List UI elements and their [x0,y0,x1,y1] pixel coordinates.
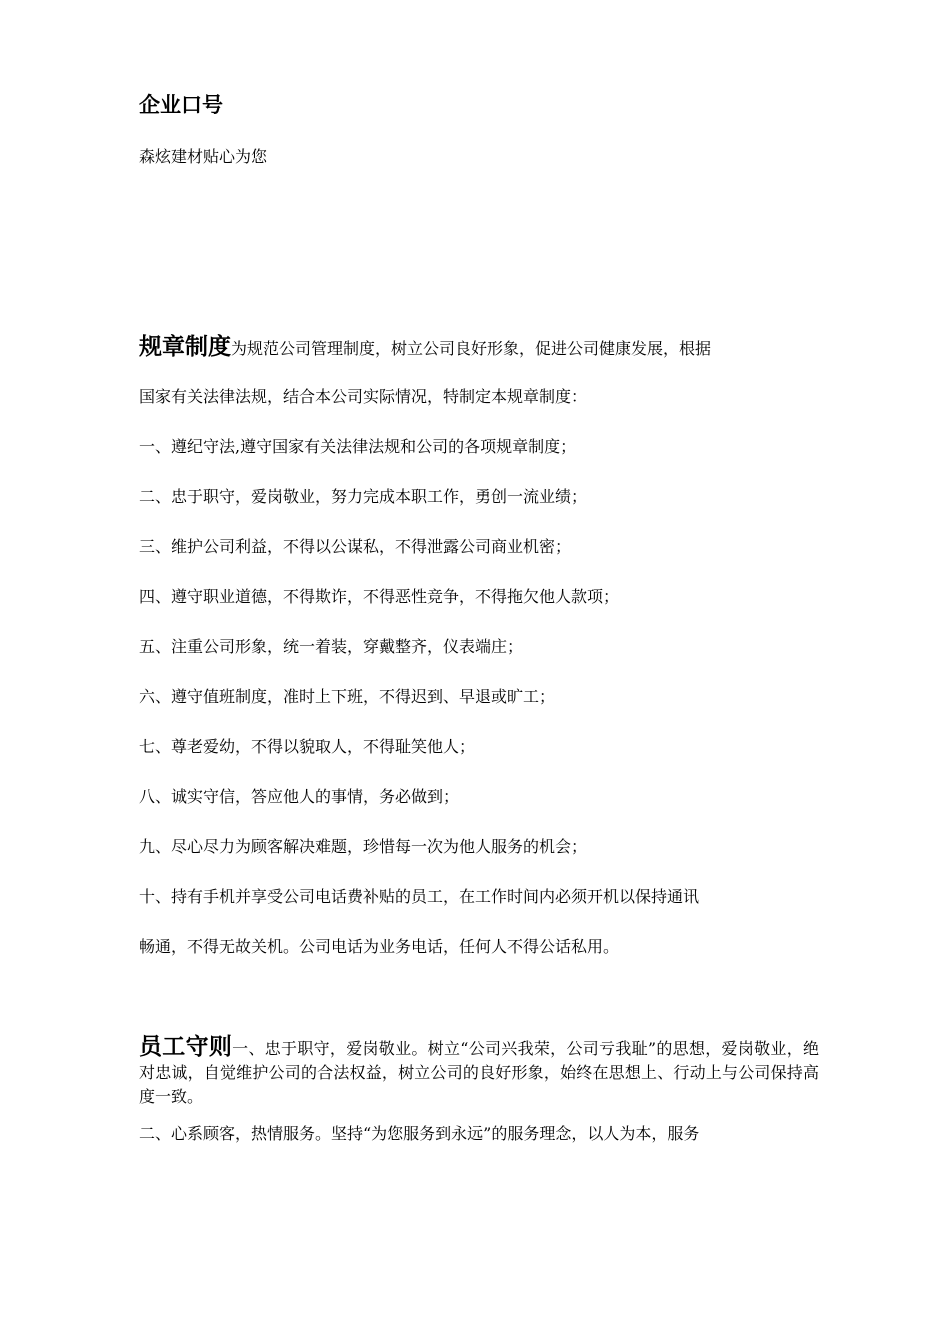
rule-item: 畅通，不得无故关机。公司电话为业务电话，任何人不得公话私用。 [139,937,620,956]
staff-heading: 员工守则 [139,1034,233,1060]
staff-paragraph-1 [139,1035,819,1109]
rule-item: 九、尽心尽力为顾客解决难题，珍惜每一次为他人服务的机会； [139,837,588,856]
rule-item: 四、遵守职业道德，不得欺诈，不得恶性竞争，不得拖欠他人款项； [139,587,620,606]
rule-item: 一、遵纪守法,遵守国家有关法律法规和公司的各项规章制度； [139,437,577,456]
rule-item: 八、诚实守信，答应他人的事情，务必做到； [139,787,460,806]
staff-paragraph-2: 二、心系顾客，热情服务。坚持“为您服务到永远”的服务理念，以人为本，服务 [139,1124,700,1143]
rules-heading: 规章制度 [139,334,231,360]
slogan-text: 森炫建材贴心为您 [139,147,268,166]
rules-intro-text: 为规范公司管理制度，树立公司良好形象，促进公司健康发展，根据 [231,339,712,358]
rule-item: 七、尊老爱幼，不得以貌取人，不得耻笑他人； [139,737,476,756]
rule-item: 三、维护公司利益，不得以公谋私，不得泄露公司商业机密； [139,537,572,556]
rule-item: 十、持有手机并享受公司电话费补贴的员工，在工作时间内必须开机以保持通讯 [139,887,700,906]
staff-paragraph-1-text: 一、忠于职守，爱岗敬业。树立“公司兴我荣，公司亏我耻”的思想，爱岗敬业，绝对忠诚，自觉维护公司的合法权益，树立公司的良好形象，始终在思想上、行动上与公司保持高度一致。 [139,1039,819,1106]
rules-intro-line-2: 国家有关法律法规，结合本公司实际情况，特制定本规章制度： [139,387,588,406]
rules-section [139,328,819,978]
rule-item: 六、遵守值班制度，准时上下班，不得迟到、早退或旷工； [139,687,556,706]
staff-section [139,1035,819,1146]
slogan-heading: 企业口号 [139,93,223,117]
rule-item: 二、忠于职守，爱岗敬业，努力完成本职工作，勇创一流业绩； [139,487,588,506]
rules-intro-line-1 [139,328,819,378]
rule-item: 五、注重公司形象，统一着装，穿戴整齐，仪表端庄； [139,637,524,656]
